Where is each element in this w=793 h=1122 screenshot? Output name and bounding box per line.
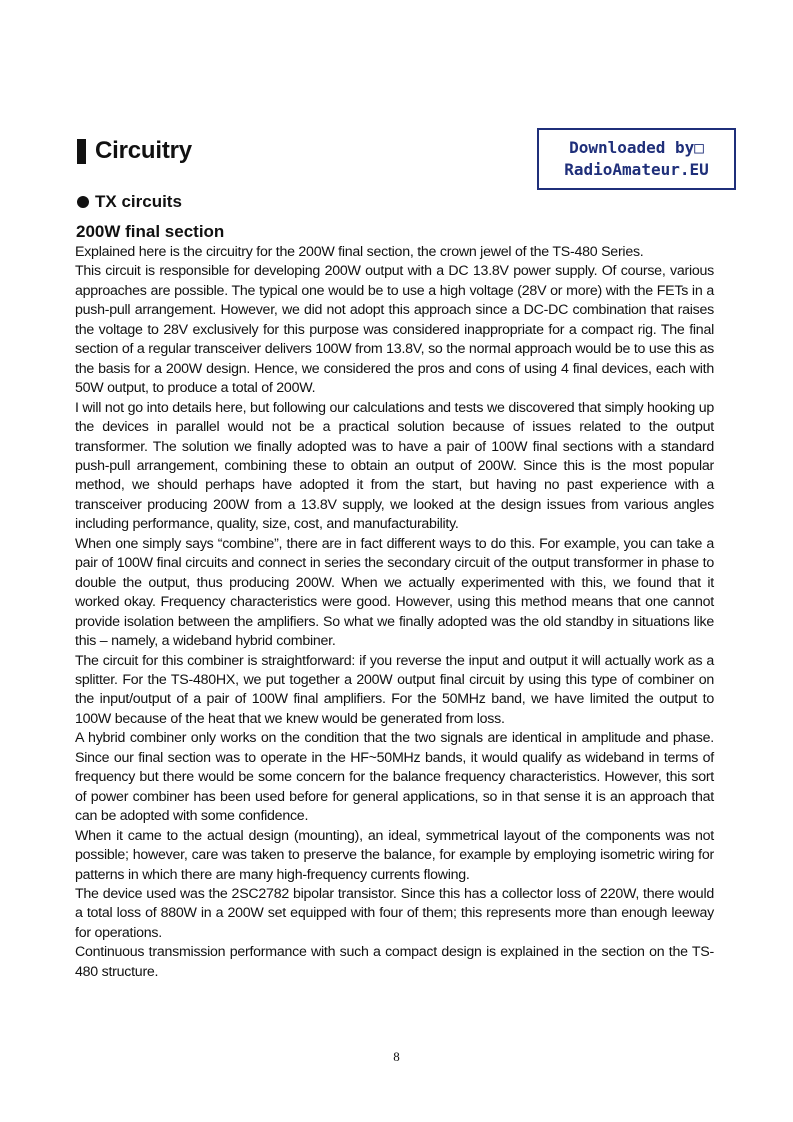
section-title: 200W final section bbox=[76, 222, 225, 241]
bullet-icon bbox=[77, 196, 89, 208]
stamp-line-2: RadioAmateur.EU bbox=[564, 160, 709, 179]
paragraph: The device used was the 2SC2782 bipolar transistor. Since this has a collector loss of 220W, there would a total loss of 880W in a 200W set equipped with four of them; this represents more than enough leeway for operations. bbox=[75, 885, 714, 941]
page-title: Circuitry bbox=[95, 137, 192, 164]
download-stamp bbox=[537, 128, 736, 190]
subheading-row bbox=[77, 192, 182, 212]
heading-bar bbox=[77, 139, 86, 164]
subheading: TX circuits bbox=[95, 192, 182, 211]
paragraph: The circuit for this combiner is straightforward: if you reverse the input and output it will actually work as a splitter. For the TS-480HX, we put together a 200W output final circuit by using this type of combiner on the input/output of a pair of 100W final amplifiers. For the 50MHz band, we have limited the output to 100W because of the heat that we knew would be generated from loss. bbox=[75, 652, 714, 727]
paragraph: When one simply says “combine”, there are in fact different ways to do this. For example, you can take a pair of 100W final circuits and connect in series the secondary circuit of the output transformer in phase to double the output, thus producing 200W. When we actually experimented with this, we found that it worked okay. Frequency characteristics were good. However, using this method means that one cannot provide isolation between the amplifiers. So what we finally adopted was the old standby in situations like this – namely, a wideband hybrid combiner. bbox=[75, 535, 714, 650]
heading-row bbox=[77, 137, 192, 165]
paragraph: When it came to the actual design (mounting), an ideal, symmetrical layout of the components was not possible; however, care was taken to preserve the balance, for example by employing isometric wiring for patterns in which there are many high-frequency currents flowing. bbox=[75, 827, 714, 883]
paragraph: Explained here is the circuitry for the 200W final section, the crown jewel of the TS-480 Series. bbox=[75, 244, 644, 260]
stamp-line-1: Downloaded by□ bbox=[569, 138, 704, 157]
paragraph: Continuous transmission performance with such a compact design is explained in the section on the TS-480 structure. bbox=[75, 944, 714, 980]
page-number: 8 bbox=[393, 1049, 400, 1064]
body-text bbox=[75, 243, 714, 982]
paragraph: This circuit is responsible for developing 200W output with a DC 13.8V power supply. Of course, various approaches are possible. The typical one would be to use a high voltage (28V or more) with the FETs in a push-pull arrangement. However, we did not adopt this approach since a DC-DC combination that raises the voltage to 28V exclusively for this purpose was considered inappropriate for a compact rig. The final section of a regular transceiver delivers 100W from 13.8V, so the normal approach would be to use this as the basis for a 200W design. Hence, we considered the pros and cons of using 4 final devices, each with 50W output, to produce a total of 200W. bbox=[75, 263, 714, 397]
paragraph: A hybrid combiner only works on the condition that the two signals are identical in amplitude and phase. Since our final section was to operate in the HF~50MHz bands, it would qualify as wideband in terms of frequency but there would be some concern for the balance frequency characteristics. However, this sort of power combiner has been used before for general applications, so in that sense it is an approach that can be adopted with some confidence. bbox=[75, 730, 714, 825]
paragraph: I will not go into details here, but following our calculations and tests we discovered that simply hooking up the devices in parallel would not be a practical solution because of issues related to the output transformer. The solution we finally adopted was to have a pair of 100W final sections with a standard push-pull arrangement, combining these to obtain an output of 200W. Since this is the most popular method, we should perhaps have adopted it from the start, but having no past experience with a transceiver producing 200W from a 13.8V supply, we looked at the design issues from various angles including performance, quality, size, cost, and manufacturability. bbox=[75, 399, 714, 533]
